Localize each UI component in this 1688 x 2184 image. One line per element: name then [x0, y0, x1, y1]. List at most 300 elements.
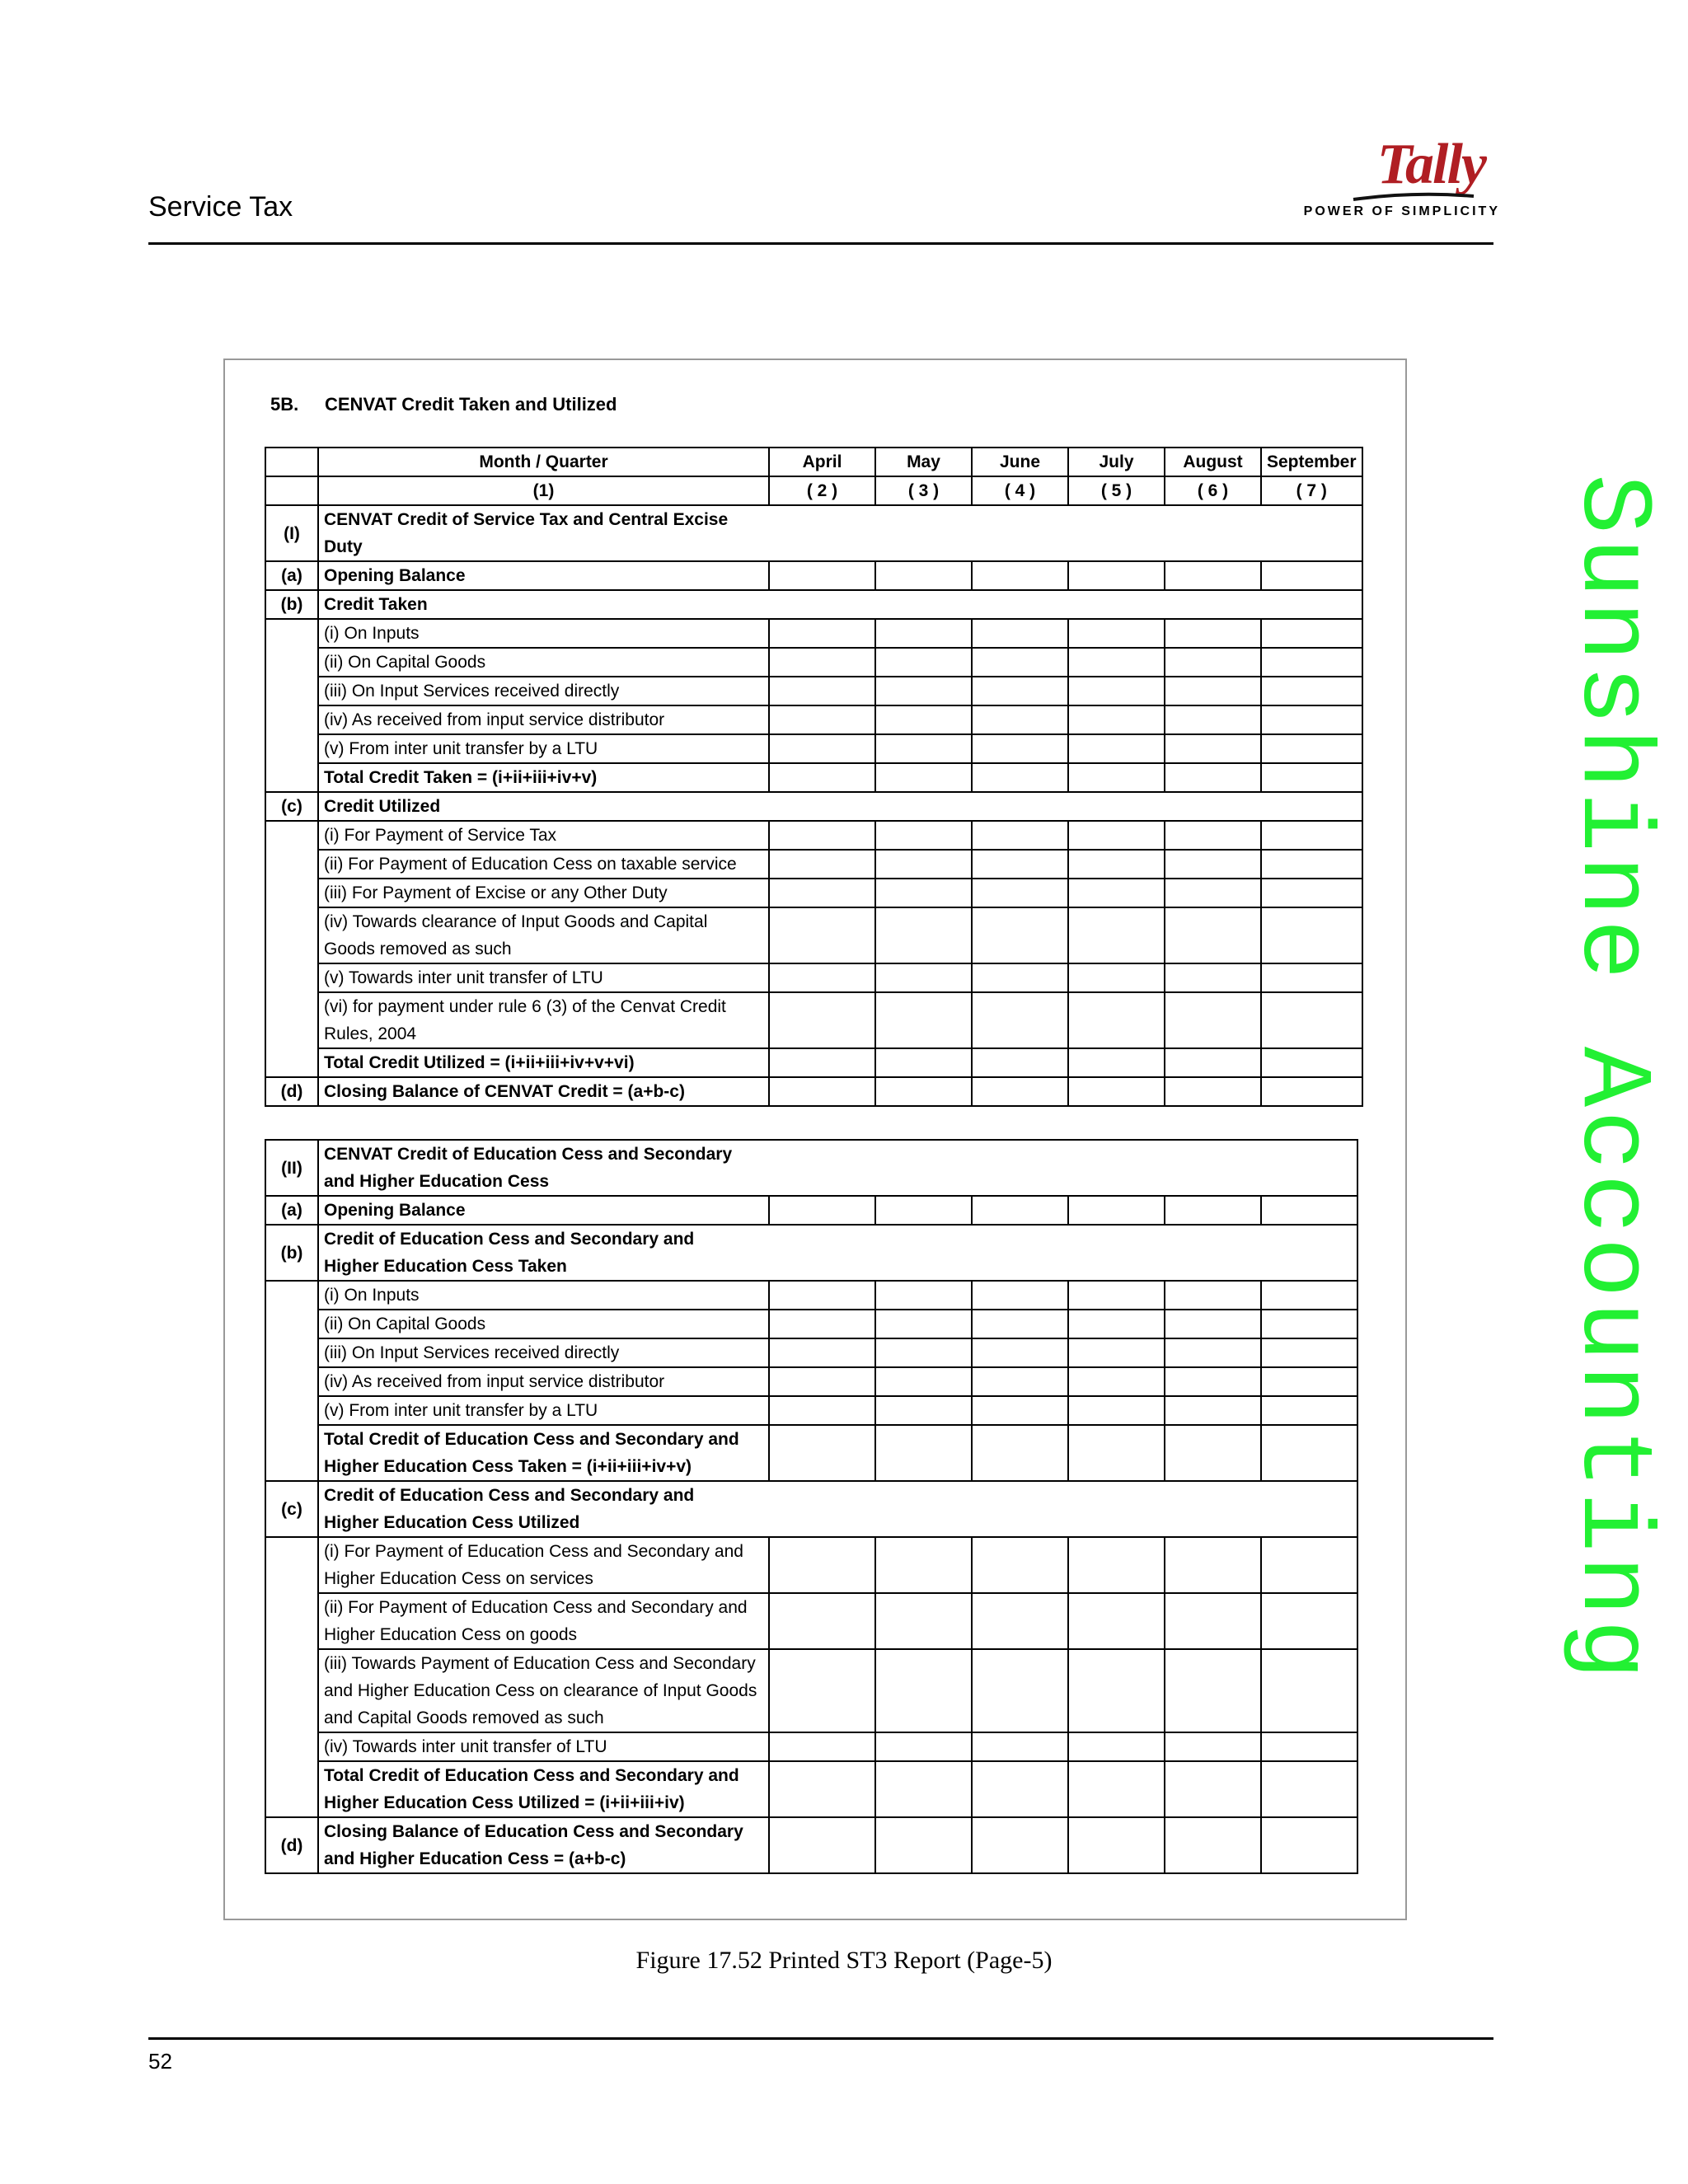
- row-desc: (iv) Towards clearance of Input Goods and Capital Goods removed as such: [318, 907, 769, 963]
- table-cell: [972, 648, 1068, 677]
- table-cell: [972, 963, 1068, 992]
- table-cell: [265, 734, 318, 763]
- row-desc: Total Credit Utilized = (i+ii+iii+iv+v+vi): [318, 1048, 769, 1077]
- watermark: [1554, 474, 1677, 1710]
- table-cell: [1165, 1593, 1261, 1649]
- table-row: [265, 792, 1362, 821]
- row-desc: (vi) for payment under rule 6 (3) of the Cenvat Credit Rules, 2004: [318, 992, 769, 1048]
- table-cell: [972, 734, 1068, 763]
- table-cell: [769, 1281, 875, 1310]
- row-desc: (i) On Inputs: [318, 619, 769, 648]
- table-cell: [972, 1338, 1068, 1367]
- row-desc: (i) On Inputs: [318, 1281, 769, 1310]
- logo-tagline: POWER OF SIMPLICITY: [1303, 204, 1500, 218]
- section-title: CENVAT Credit Taken and Utilized: [325, 394, 617, 415]
- part1-title: CENVAT Credit of Service Tax and Central Excise Duty: [318, 505, 1362, 561]
- row-desc: Opening Balance: [318, 1196, 769, 1225]
- col-number: ( 6 ): [1165, 476, 1261, 505]
- table-cell: [1068, 1077, 1165, 1106]
- table-cell: [265, 1761, 318, 1817]
- table-cell: [972, 1048, 1068, 1077]
- table-cell: [875, 907, 972, 963]
- table-cell: [1068, 907, 1165, 963]
- table-cell: [1165, 1310, 1261, 1338]
- table-cell: [875, 963, 972, 992]
- row-desc: Total Credit of Education Cess and Secondary and Higher Education Cess Taken = (i+ii+iii+iv+v): [318, 1425, 769, 1481]
- cenvat-table-part2: [265, 1139, 1358, 1874]
- table-cell: [1165, 1048, 1261, 1077]
- table-cell: [1165, 561, 1261, 590]
- table-cell: [769, 561, 875, 590]
- table-row: [265, 1196, 1357, 1225]
- table-cell: [972, 763, 1068, 792]
- table-cell: [875, 734, 972, 763]
- row-label: (a): [265, 1196, 318, 1225]
- table-cell: [972, 907, 1068, 963]
- table-cell: [1261, 677, 1362, 705]
- tally-logo: [1302, 132, 1500, 227]
- table-cell: [1261, 963, 1362, 992]
- table-cell: [1261, 1649, 1357, 1732]
- table-cell: [1261, 1367, 1357, 1396]
- table-row: [265, 850, 1362, 879]
- table-row: [265, 1281, 1357, 1310]
- table-cell: [972, 1077, 1068, 1106]
- table-cell: [769, 1732, 875, 1761]
- row-label: (II): [265, 1140, 318, 1196]
- table-cell: [1165, 821, 1261, 850]
- month-quarter-label: Month / Quarter: [318, 448, 769, 476]
- table-cell: [1165, 907, 1261, 963]
- table-cell: [1261, 1537, 1357, 1593]
- table-cell: [875, 1310, 972, 1338]
- table-cell: [265, 1732, 318, 1761]
- page-number: 52: [148, 2049, 172, 2074]
- table-cell: [1261, 1396, 1357, 1425]
- table-row: [265, 561, 1362, 590]
- table-cell: [972, 1425, 1068, 1481]
- table-cell: [769, 1310, 875, 1338]
- row-desc: Credit Utilized: [318, 792, 1362, 821]
- table-cell: [875, 879, 972, 907]
- footer-rule: [148, 2037, 1493, 2040]
- table-cell: [769, 1077, 875, 1106]
- table-cell: [769, 1396, 875, 1425]
- table-cell: [875, 1425, 972, 1481]
- row-desc: (iv) As received from input service distributor: [318, 705, 769, 734]
- table-cell: [1165, 879, 1261, 907]
- table-row: [265, 1817, 1357, 1873]
- row-desc: (iii) For Payment of Excise or any Other Duty: [318, 879, 769, 907]
- table-cell: [972, 705, 1068, 734]
- table-row: [265, 763, 1362, 792]
- table-cell: [1068, 1761, 1165, 1817]
- table-cell: [265, 1649, 318, 1732]
- table-cell: [875, 1593, 972, 1649]
- table-cell: [265, 992, 318, 1048]
- table-cell: [972, 1732, 1068, 1761]
- row-desc: Closing Balance of Education Cess and Secondary and Higher Education Cess = (a+b-c): [318, 1817, 769, 1873]
- table-cell: [265, 1367, 318, 1396]
- table-cell: [1261, 705, 1362, 734]
- row-desc: Opening Balance: [318, 561, 769, 590]
- row-desc: (iv) As received from input service distributor: [318, 1367, 769, 1396]
- row-label: (c): [265, 1481, 318, 1537]
- table-cell: [1165, 1761, 1261, 1817]
- table-cell: [1068, 1649, 1165, 1732]
- table-cell: [769, 734, 875, 763]
- row-desc: Total Credit Taken = (i+ii+iii+iv+v): [318, 763, 769, 792]
- table-cell: [769, 1196, 875, 1225]
- table-row: [265, 1396, 1357, 1425]
- table-row: [265, 1338, 1357, 1367]
- table-cell: [769, 1761, 875, 1817]
- table-cell: [1261, 763, 1362, 792]
- row-desc: Credit of Education Cess and Secondary and Higher Education Cess Taken: [318, 1225, 1357, 1281]
- table-cell: [972, 879, 1068, 907]
- table-cell: [769, 1048, 875, 1077]
- table-cell: [875, 1338, 972, 1367]
- table-cell: [265, 850, 318, 879]
- table-cell: [972, 1396, 1068, 1425]
- table-cell: [1165, 763, 1261, 792]
- table-cell: [769, 850, 875, 879]
- table-cell: [875, 1817, 972, 1873]
- table-cell: [875, 1732, 972, 1761]
- table-cell: [769, 1338, 875, 1367]
- table-cell: [1068, 648, 1165, 677]
- row-label: (a): [265, 561, 318, 590]
- row-desc: (v) Towards inter unit transfer of LTU: [318, 963, 769, 992]
- part2-title-row: [265, 1140, 1357, 1196]
- row-desc: (ii) For Payment of Education Cess on taxable service: [318, 850, 769, 879]
- row-label: (d): [265, 1077, 318, 1106]
- table-row: [265, 590, 1362, 619]
- table-cell: [769, 1367, 875, 1396]
- table-row: [265, 1732, 1357, 1761]
- month-august: August: [1165, 448, 1261, 476]
- table-cell: [972, 821, 1068, 850]
- table-cell: [875, 763, 972, 792]
- table-cell: [1261, 1761, 1357, 1817]
- table-cell: [769, 648, 875, 677]
- table-cell: [875, 992, 972, 1048]
- table-cell: [265, 879, 318, 907]
- table-cell: [769, 1593, 875, 1649]
- table-cell: [972, 1310, 1068, 1338]
- table-cell: [769, 619, 875, 648]
- table-cell: [1165, 1817, 1261, 1873]
- table-cell: [1261, 1732, 1357, 1761]
- cenvat-table-part1: [265, 447, 1363, 1107]
- table-cell: [1261, 1425, 1357, 1481]
- table-cell: [1261, 1196, 1357, 1225]
- table-row: [265, 963, 1362, 992]
- table-row: [265, 1077, 1362, 1106]
- table-cell: [1068, 879, 1165, 907]
- table-cell: [1068, 963, 1165, 992]
- table-cell: [972, 1196, 1068, 1225]
- table-cell: [1068, 992, 1165, 1048]
- table-cell: [875, 1761, 972, 1817]
- table-row: [265, 1537, 1357, 1593]
- table-cell: [1261, 1077, 1362, 1106]
- row-desc: Closing Balance of CENVAT Credit = (a+b-c): [318, 1077, 769, 1106]
- table-cell: [265, 648, 318, 677]
- table-cell: [875, 561, 972, 590]
- table-cell: [1165, 1196, 1261, 1225]
- table-cell: [769, 907, 875, 963]
- table-cell: [1068, 1425, 1165, 1481]
- table-cell: [265, 1310, 318, 1338]
- col-number: ( 5 ): [1068, 476, 1165, 505]
- table-cell: [972, 1537, 1068, 1593]
- table-cell: [769, 705, 875, 734]
- col-number: ( 7 ): [1261, 476, 1362, 505]
- table-cell: [1068, 763, 1165, 792]
- table-cell: [1068, 1732, 1165, 1761]
- table-cell: [1165, 850, 1261, 879]
- row-label: (I): [265, 505, 318, 561]
- table-cell: [1261, 561, 1362, 590]
- table-cell: [265, 1338, 318, 1367]
- table-cell: [769, 963, 875, 992]
- section-heading: [270, 394, 617, 415]
- row-desc: Credit of Education Cess and Secondary and Higher Education Cess Utilized: [318, 1481, 1357, 1537]
- table-cell: [875, 821, 972, 850]
- table-cell: [875, 850, 972, 879]
- table-cell: [769, 1537, 875, 1593]
- table-cell: [1165, 734, 1261, 763]
- table-cell: [875, 1281, 972, 1310]
- col-number: ( 4 ): [972, 476, 1068, 505]
- row-label: (b): [265, 1225, 318, 1281]
- table-cell: [1261, 1817, 1357, 1873]
- month-july: July: [1068, 448, 1165, 476]
- table-row: [265, 619, 1362, 648]
- part1-title-row: [265, 505, 1362, 561]
- table-row: [265, 1425, 1357, 1481]
- table-cell: [972, 1367, 1068, 1396]
- table-cell: [265, 1396, 318, 1425]
- table-cell: [875, 1537, 972, 1593]
- table-cell: [265, 619, 318, 648]
- table-cell: [1068, 850, 1165, 879]
- table-cell: [1165, 619, 1261, 648]
- table-cell: [265, 705, 318, 734]
- table-cell: [1261, 879, 1362, 907]
- table-cell: [1165, 1396, 1261, 1425]
- table-cell: [1068, 561, 1165, 590]
- table-cell: [769, 1817, 875, 1873]
- table-cell: [1261, 1281, 1357, 1310]
- column-number-row: [265, 476, 1362, 505]
- table-cell: [1165, 648, 1261, 677]
- figure-caption: Figure 17.52 Printed ST3 Report (Page-5): [635, 1947, 1053, 1974]
- table-cell: [875, 1048, 972, 1077]
- month-june: June: [972, 448, 1068, 476]
- table-cell: [769, 677, 875, 705]
- col-number: ( 3 ): [875, 476, 972, 505]
- table-cell: [1068, 1281, 1165, 1310]
- table-row: [265, 907, 1362, 963]
- row-desc: (v) From inter unit transfer by a LTU: [318, 1396, 769, 1425]
- table-cell: [1165, 1537, 1261, 1593]
- table-cell: [265, 1537, 318, 1593]
- table-cell: [875, 677, 972, 705]
- table-cell: [972, 992, 1068, 1048]
- table-cell: [265, 476, 318, 505]
- table-cell: [265, 907, 318, 963]
- table-cell: [1068, 1338, 1165, 1367]
- table-cell: [1261, 821, 1362, 850]
- table-cell: [1261, 992, 1362, 1048]
- table-row: [265, 1310, 1357, 1338]
- table-cell: [875, 1649, 972, 1732]
- table-cell: [265, 677, 318, 705]
- table-cell: [1261, 1310, 1357, 1338]
- table-cell: [1261, 734, 1362, 763]
- table-cell: [972, 1817, 1068, 1873]
- table-cell: [1165, 1338, 1261, 1367]
- table-row: [265, 1367, 1357, 1396]
- table-cell: [972, 561, 1068, 590]
- table-cell: [972, 677, 1068, 705]
- table-cell: [1068, 1310, 1165, 1338]
- month-may: May: [875, 448, 972, 476]
- table-cell: [1068, 677, 1165, 705]
- month-september: September: [1261, 448, 1362, 476]
- row-desc: (iii) On Input Services received directly: [318, 1338, 769, 1367]
- table-cell: [1261, 1338, 1357, 1367]
- table-cell: [1068, 1396, 1165, 1425]
- section-number: 5B.: [270, 394, 299, 415]
- table-cell: [1068, 1593, 1165, 1649]
- table-cell: [265, 821, 318, 850]
- table-row: [265, 1048, 1362, 1077]
- table-cell: [972, 850, 1068, 879]
- table-row: [265, 734, 1362, 763]
- table-cell: [265, 1048, 318, 1077]
- row-desc: (iv) Towards inter unit transfer of LTU: [318, 1732, 769, 1761]
- row-desc: Credit Taken: [318, 590, 1362, 619]
- table-row: [265, 992, 1362, 1048]
- table-cell: [972, 1761, 1068, 1817]
- table-cell: [1261, 1048, 1362, 1077]
- table-cell: [769, 821, 875, 850]
- table-row: [265, 821, 1362, 850]
- table-cell: [1068, 734, 1165, 763]
- logo-word: Tally: [1376, 133, 1485, 196]
- table-row: [265, 879, 1362, 907]
- table-cell: [1165, 1281, 1261, 1310]
- row-desc: (iii) Towards Payment of Education Cess and Secondary and Higher Education Cess on clearance of Input Goods and Capital Goods removed as such: [318, 1649, 769, 1732]
- table-cell: [1068, 1196, 1165, 1225]
- table-cell: [1068, 1367, 1165, 1396]
- table-cell: [1165, 1425, 1261, 1481]
- header-title: Service Tax: [148, 191, 293, 223]
- table-cell: [769, 1425, 875, 1481]
- row-label: (b): [265, 590, 318, 619]
- table-cell: [1165, 1732, 1261, 1761]
- table-cell: [972, 619, 1068, 648]
- table-cell: [769, 992, 875, 1048]
- table-cell: [769, 763, 875, 792]
- table-cell: [875, 705, 972, 734]
- table-row: [265, 1593, 1357, 1649]
- table-cell: [1165, 992, 1261, 1048]
- row-desc: (ii) On Capital Goods: [318, 648, 769, 677]
- row-desc: Total Credit of Education Cess and Secondary and Higher Education Cess Utilized = (i+ii+iii+iv): [318, 1761, 769, 1817]
- table-cell: [1261, 1593, 1357, 1649]
- table-cell: [1068, 821, 1165, 850]
- table-cell: [875, 1196, 972, 1225]
- row-desc: (v) From inter unit transfer by a LTU: [318, 734, 769, 763]
- logo-swoosh-icon: [1352, 190, 1475, 203]
- table-cell: [1068, 619, 1165, 648]
- table-cell: [769, 1649, 875, 1732]
- table-cell: [1068, 1048, 1165, 1077]
- table-cell: [875, 619, 972, 648]
- table-cell: [1261, 648, 1362, 677]
- table-cell: [1165, 705, 1261, 734]
- table-cell: [1165, 1077, 1261, 1106]
- table-cell: [265, 963, 318, 992]
- table-row: [265, 1649, 1357, 1732]
- table-row: [265, 677, 1362, 705]
- col-number: (1): [318, 476, 769, 505]
- col-number: ( 2 ): [769, 476, 875, 505]
- row-label: (d): [265, 1817, 318, 1873]
- table-row: [265, 648, 1362, 677]
- table-cell: [1261, 850, 1362, 879]
- table-cell: [1068, 705, 1165, 734]
- table-cell: [875, 1367, 972, 1396]
- watermark-text: Sunshine Accounting: [1554, 474, 1669, 1684]
- row-desc: (i) For Payment of Education Cess and Secondary and Higher Education Cess on services: [318, 1537, 769, 1593]
- table-cell: [1165, 963, 1261, 992]
- month-april: April: [769, 448, 875, 476]
- table-row: [265, 705, 1362, 734]
- table-cell: [972, 1281, 1068, 1310]
- table-cell: [265, 448, 318, 476]
- part2-title: CENVAT Credit of Education Cess and Secondary and Higher Education Cess: [318, 1140, 1357, 1196]
- row-desc: (ii) For Payment of Education Cess and Secondary and Higher Education Cess on goods: [318, 1593, 769, 1649]
- table-cell: [1261, 619, 1362, 648]
- table-row: [265, 1761, 1357, 1817]
- table-cell: [972, 1593, 1068, 1649]
- table-cell: [875, 1077, 972, 1106]
- table-cell: [265, 763, 318, 792]
- table-cell: [875, 1396, 972, 1425]
- row-label: (c): [265, 792, 318, 821]
- table-cell: [1165, 677, 1261, 705]
- table-cell: [769, 879, 875, 907]
- table-cell: [875, 648, 972, 677]
- table-cell: [972, 1649, 1068, 1732]
- row-desc: (i) For Payment of Service Tax: [318, 821, 769, 850]
- table-row: [265, 1225, 1357, 1281]
- table-row: [265, 1481, 1357, 1537]
- row-desc: (ii) On Capital Goods: [318, 1310, 769, 1338]
- table-cell: [265, 1281, 318, 1310]
- table-cell: [1165, 1649, 1261, 1732]
- table-cell: [1068, 1817, 1165, 1873]
- month-header-row: [265, 448, 1362, 476]
- table-cell: [265, 1593, 318, 1649]
- table-cell: [1068, 1537, 1165, 1593]
- row-desc: (iii) On Input Services received directly: [318, 677, 769, 705]
